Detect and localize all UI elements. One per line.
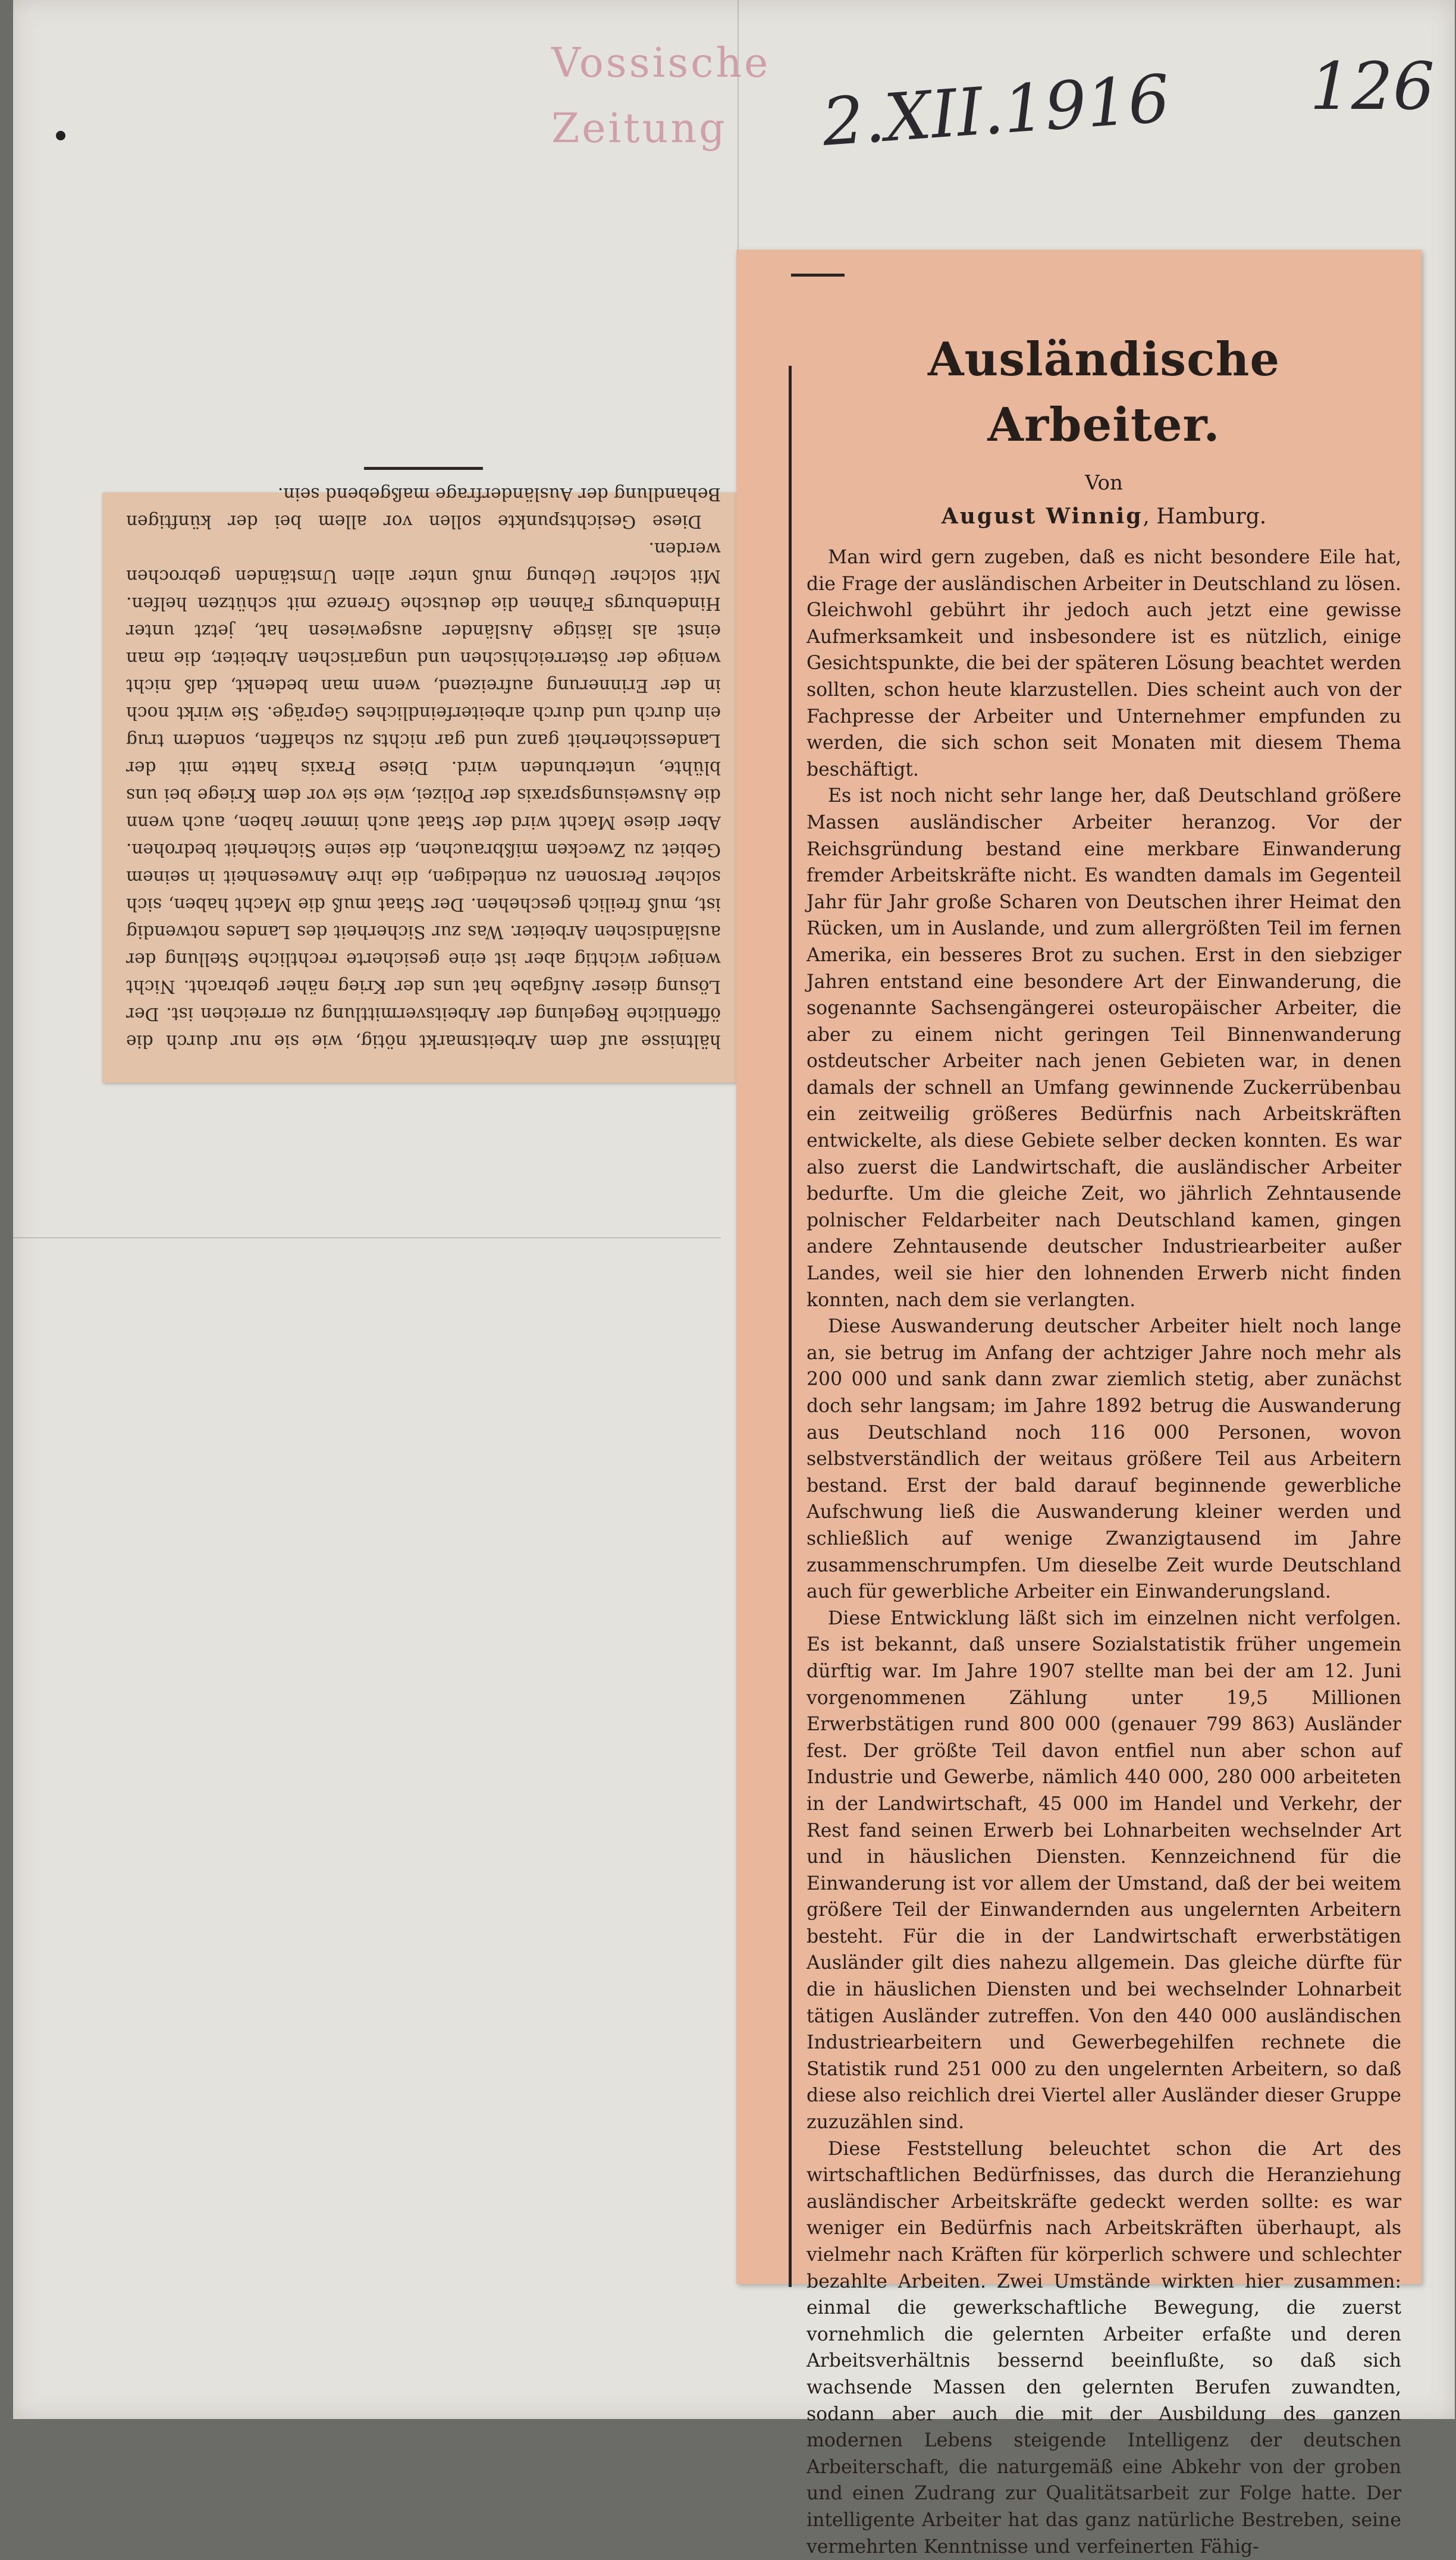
continuation-text: hältnisse auf dem Arbeitsmarkt nötig, wie sie nur durch die öffentliche Regelung der Arbeitsvermittlung zu erreichen ist. Der Lösung dieser Aufgabe hat uns der Krieg näher gebracht. Nicht weniger wichtig aber ist eine gesicherte rechtliche Stellung der ausländischen Arbeiter. Was zur Sicherheit des Landes notwendig ist, muß freilich geschehen. Der Staat muß die Macht haben, sich solcher Personen zu entledigen, die ihre Anwesenheit in seinem Gebiet zu Zwecken mißbrauchen, die seine Sicherheit bedrohen. Aber diese Macht wird der Staat auch immer haben, auch wenn die Ausweisungspraxis der Polizei, wie sie vor dem Kriege bei uns blühte, unterbunden wird. Diese Praxis hatte mit der Landessicherheit ganz und gar nichts zu schaffen, sondern trug ein durch und durch arbeiterfeindliches Gepräge. Sie wirkt noch in der Erinnerung aufreizend, wenn man bedenkt, daß nicht wenige der österreichischen und ungarischen Arbeiter, die man einst als lästige Ausländer ausgewiesen hat, jetzt unter Hindenburgs Fahnen die deutsche Grenze mit schützen helfen. Mit solcher Uebung muß unter allen Umständen gebrochen werden. (126, 539, 721, 1052)
article-body (807, 327, 1401, 2560)
continuation-clipping-upside-down (102, 484, 745, 1083)
article-paragraph: Man wird gern zugeben, daß es nicht besondere Eile hat, die Frage der ausländischen Arbeiter in Deutschland zu lösen. Gleichwohl gebührt ihr jedoch auch jetzt eine gewisse Aufmerksamkeit und insbesondere ist es nützlich, einige Gesichtspunkte, die bei der späteren Lösung beachtet werden sollten, schon heute klarzustellen. Dies scheint auch von der Fachpresse der Arbeiter und Unternehmer empfunden zu werden, die sich schon seit Monaten mit diesem Thema beschäftigt. (807, 547, 1401, 780)
main-article-clipping (736, 250, 1422, 2558)
author-place: , Hamburg. (1143, 504, 1267, 529)
article-paragraph: Diese Auswanderung deutscher Arbeiter hielt noch lange an, sie betrug im Anfang der achtziger Jahre noch mehr als 200 000 und sank dann zwar ziemlich stetig, aber zunächst doch sehr langsam; im Jahre 1892 betrug die Auswanderung aus Deutschland noch 116 000 Personen, wovon selbstverständlich der weitaus größere Teil aus Arbeitern bestand. Erst der bald darauf beginnende gewerbliche Aufschwung ließ die Auswanderung kleiner werden und schließlich auf wenige Zwanzigtausend im Jahre zusammenschrumpfen. Um dieselbe Zeit wurde Deutschland auch für gewerbliche Arbeiter ein Einwanderungsland. (807, 1316, 1401, 1603)
continuation-clipping (102, 484, 745, 1083)
article-paragraph: Es ist noch nicht sehr lange her, daß Deutschland größere Massen ausländischer Arbeiter heranzog. Vor der Reichsgründung bestand eine merkbare Einwanderung fremder Arbeitskräfte nicht. Es wandten damals im Gegenteil Jahr für Jahr große Scharen von Deutschen ihrer Heimat den Rücken, um in Auslande, und zum allergrößten Teil im fernen Amerika, ein besseres Brot zu suchen. Erst in den siebziger Jahren entstand eine besondere Art der Einwanderung, die sogenannte Sachsengängerei osteuropäischer Arbeiter, die aber zu einem nicht geringen Teil Binnenwanderung ostdeutscher Arbeiter nach jenen Gebieten war, in denen damals der schnell an Umfang gewinnende Zuckerrübenbau ein zeitweilig größeres Bedürfnis nach Arbeitskräften entwickelte, als diese Gebiete selber decken konnten. Es war also zuerst die Landwirtschaft, die ausländischer Arbeiter bedurfte. Um die gleiche Zeit, wo jährlich Zehntausende polnischer Feldarbeiter nach Deutschland kamen, gingen andere Zehntausende deutscher Industriearbeiter außer Landes, weil sie hier den lohnenden Erwerb nicht finden konnten, nach dem sie verlangten. (807, 785, 1401, 1311)
pin-hole (56, 131, 65, 140)
column-rule (789, 366, 792, 2287)
article-column (753, 274, 1404, 2558)
handwritten-date: 2.XII.1916 (820, 60, 1172, 161)
article-headline: Ausländische Arbeiter. (928, 332, 1280, 452)
paper-crease (13, 1237, 721, 1238)
handwritten-archive-number: 126 (1310, 48, 1435, 124)
column-corner-rule (791, 274, 845, 277)
continuation-text-closing: Diese Gesichtspunkte sollen vor allem bei der künftigen Behandlung der Ausländerfrage maßgebend sein. (126, 484, 721, 532)
author-name: August Winnig (941, 504, 1143, 529)
end-rule (364, 467, 483, 470)
article-author (807, 500, 1401, 534)
newspaper-stamp: Vossische Zeitung (551, 40, 771, 152)
byline-von: Von (1085, 471, 1123, 495)
article-paragraph: Diese Entwicklung läßt sich im einzelnen nicht verfolgen. Es ist bekannt, daß unsere Sozialstatistik früher ungemein dürftig war. Im Jahre 1907 stellte man bei der am 12. Juni vorgenommenen Zählung unter 19,5 Millionen Erwerbstätigen rund 800 000 (genauer 799 863) Ausländer fest. Der größte Teil davon entfiel nun aber schon auf Industrie und Gewerbe, nämlich 440 000, 280 000 arbeiteten in der Landwirtschaft, 45 000 im Handel und Verkehr, der Rest fand seinen Erwerb bei Lohnarbeiten wechselnder Art und in häuslichen Diensten. Kennzeichnend für die Einwanderung ist vor allem der Umstand, daß der bei weitem größere Teil der Einwandernden aus ungelernten Arbeitern besteht. Für die in der Landwirtschaft erwerbstätigen Ausländer gilt dies nahezu allgemein. Das gleiche dürfte für die in häuslichen Diensten und bei wechselnder Lohnarbeit tätigen Ausländer zutreffen. Von den 440 000 ausländischen Industriearbeitern und Gewerbegehilfen rechnete die Statistik rund 251 000 zu den ungelernten Arbeitern, so daß diese also reichlich drei Viertel aller Ausländer dieser Gruppe zuzuzählen sind. (807, 1607, 1401, 2134)
article-paragraph: Diese Feststellung beleuchtet schon die Art des wirtschaftlichen Bedürfnisses, das durch die Heranziehung ausländischer Arbeitskräfte gedeckt werden sollte: es war weniger ein Bedürfnis nach Arbeitskräften überhaupt, als vielmehr nach Kräften für körperlich schwere und schlechter bezahlte Arbeiten. Zwei Umstände wirkten hier zusammen: einmal die gewerkschaftliche Bewegung, die zuerst vornehmlich die gelernten Arbeiter erfaßte und deren Arbeitsverhältnis bessernd beeinflußte, so daß sich wachsende Massen den gelernten Berufen zuwandten, sodann aber auch die mit der Ausbildung des ganzen modernen Lebens steigende Intelligenz der deutschen Arbeiterschaft, die naturgemäß eine Abkehr von der groben und einen Zudrang zur Qualitätsarbeit zur Folge hatte. Der intelligente Arbeiter hat das ganz natürliche Bestreben, seine vermehrten Kenntnisse und verfeinerten Fähig- (807, 2138, 1401, 2558)
